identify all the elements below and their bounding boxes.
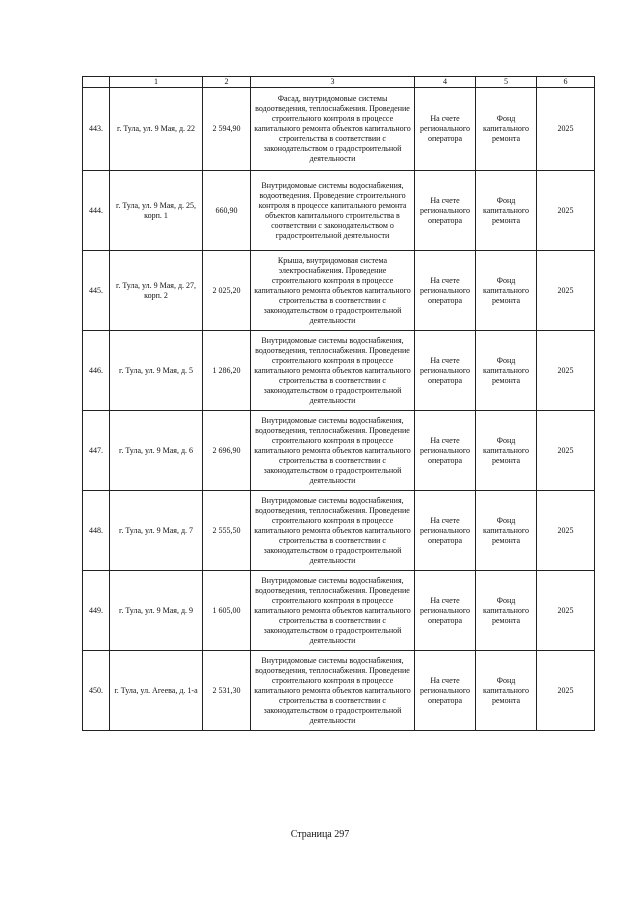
address-cell: г. Тула, ул. Агеева, д. 1-а xyxy=(110,651,203,731)
work-description-cell: Крыша, внутридомовая система электроснабжения. Проведение строительного контроля в процессе капитального ремонта объектов капитального строительства в соответствии с законодательством о градостроительной деятельности xyxy=(251,251,415,331)
work-description-cell: Внутридомовые системы водоснабжения, водоотведения, теплоснабжения. Проведение строительного контроля в процессе капитального ремонта объектов капитального строительства в соответствии с законодательством о градостроительной деятельности xyxy=(251,411,415,491)
funding-source-cell: Фонд капитального ремонта xyxy=(476,411,537,491)
row-number-cell: 445. xyxy=(83,251,110,331)
table-row xyxy=(83,411,595,491)
year-cell: 2025 xyxy=(537,251,595,331)
address-cell: г. Тула, ул. 9 Мая, д. 6 xyxy=(110,411,203,491)
work-description-cell: Внутридомовые системы водоснабжения, водоотведения, теплоснабжения. Проведение строительного контроля в процессе капитального ремонта объектов капитального строительства в соответствии с законодательством о градостроительной деятельности xyxy=(251,331,415,411)
header-cell: 6 xyxy=(537,77,595,88)
address-cell: г. Тула, ул. 9 Мая, д. 5 xyxy=(110,331,203,411)
funding-source-cell: Фонд капитального ремонта xyxy=(476,651,537,731)
header-row xyxy=(83,77,595,88)
year-cell: 2025 xyxy=(537,651,595,731)
page-number: Страница 297 xyxy=(290,829,350,840)
header-cell: 1 xyxy=(110,77,203,88)
year-cell: 2025 xyxy=(537,88,595,171)
account-type-cell: На счете регионального оператора xyxy=(415,491,476,571)
table-row xyxy=(83,171,595,251)
row-number-cell: 443. xyxy=(83,88,110,171)
year-cell: 2025 xyxy=(537,171,595,251)
cost-cell: 660,90 xyxy=(203,171,251,251)
row-number-cell: 446. xyxy=(83,331,110,411)
header-cell: 3 xyxy=(251,77,415,88)
account-type-cell: На счете регионального оператора xyxy=(415,651,476,731)
funding-source-cell: Фонд капитального ремонта xyxy=(476,331,537,411)
work-description-cell: Фасад, внутридомовые системы водоотведения, теплоснабжения. Проведение строительного контроля в процессе капитального ремонта объектов капитального строительства в соответствии с законодательством о градостроительной деятельности xyxy=(251,88,415,171)
row-number-cell: 450. xyxy=(83,651,110,731)
work-description-cell: Внутридомовые системы водоснабжения, водоотведения, теплоснабжения. Проведение строительного контроля в процессе капитального ремонта объектов капитального строительства в соответствии с законодательством о градостроительной деятельности xyxy=(251,651,415,731)
account-type-cell: На счете регионального оператора xyxy=(415,171,476,251)
cost-cell: 1 286,20 xyxy=(203,331,251,411)
work-description-cell: Внутридомовые системы водоснабжения, водоотведения, теплоснабжения. Проведение строительного контроля в процессе капитального ремонта объектов капитального строительства в соответствии с законодательством о градостроительной деятельности xyxy=(251,571,415,651)
row-number-cell: 448. xyxy=(83,491,110,571)
cost-cell: 2 555,50 xyxy=(203,491,251,571)
funding-source-cell: Фонд капитального ремонта xyxy=(476,491,537,571)
funding-source-cell: Фонд капитального ремонта xyxy=(476,88,537,171)
header-cell: 5 xyxy=(476,77,537,88)
table-row xyxy=(83,88,595,171)
account-type-cell: На счете регионального оператора xyxy=(415,88,476,171)
work-description-cell: Внутридомовые системы водоснабжения, водоотведения. Проведение строительного контроля в процессе капитального ремонта объектов капитального строительства в соответствии с законодательством о градостроительной деятельности xyxy=(251,171,415,251)
account-type-cell: На счете регионального оператора xyxy=(415,571,476,651)
row-number-cell: 449. xyxy=(83,571,110,651)
cost-cell: 1 605,00 xyxy=(203,571,251,651)
account-type-cell: На счете регионального оператора xyxy=(415,331,476,411)
cost-cell: 2 531,30 xyxy=(203,651,251,731)
address-cell: г. Тула, ул. 9 Мая, д. 22 xyxy=(110,88,203,171)
year-cell: 2025 xyxy=(537,331,595,411)
year-cell: 2025 xyxy=(537,491,595,571)
funding-source-cell: Фонд капитального ремонта xyxy=(476,571,537,651)
table-row xyxy=(83,251,595,331)
header-cell xyxy=(83,77,110,88)
table-row xyxy=(83,331,595,411)
account-type-cell: На счете регионального оператора xyxy=(415,251,476,331)
table-row xyxy=(83,651,595,731)
cost-cell: 2 025,20 xyxy=(203,251,251,331)
repair-table xyxy=(82,76,595,731)
work-description-cell: Внутридомовые системы водоснабжения, водоотведения, теплоснабжения. Проведение строительного контроля в процессе капитального ремонта объектов капитального строительства в соответствии с законодательством о градостроительной деятельности xyxy=(251,491,415,571)
table-row xyxy=(83,491,595,571)
year-cell: 2025 xyxy=(537,411,595,491)
cost-cell: 2 696,90 xyxy=(203,411,251,491)
header-cell: 4 xyxy=(415,77,476,88)
address-cell: г. Тула, ул. 9 Мая, д. 25, корп. 1 xyxy=(110,171,203,251)
year-cell: 2025 xyxy=(537,571,595,651)
row-number-cell: 447. xyxy=(83,411,110,491)
funding-source-cell: Фонд капитального ремонта xyxy=(476,171,537,251)
address-cell: г. Тула, ул. 9 Мая, д. 9 xyxy=(110,571,203,651)
cost-cell: 2 594,90 xyxy=(203,88,251,171)
table-row xyxy=(83,571,595,651)
header-cell: 2 xyxy=(203,77,251,88)
account-type-cell: На счете регионального оператора xyxy=(415,411,476,491)
address-cell: г. Тула, ул. 9 Мая, д. 27, корп. 2 xyxy=(110,251,203,331)
address-cell: г. Тула, ул. 9 Мая, д. 7 xyxy=(110,491,203,571)
row-number-cell: 444. xyxy=(83,171,110,251)
funding-source-cell: Фонд капитального ремонта xyxy=(476,251,537,331)
